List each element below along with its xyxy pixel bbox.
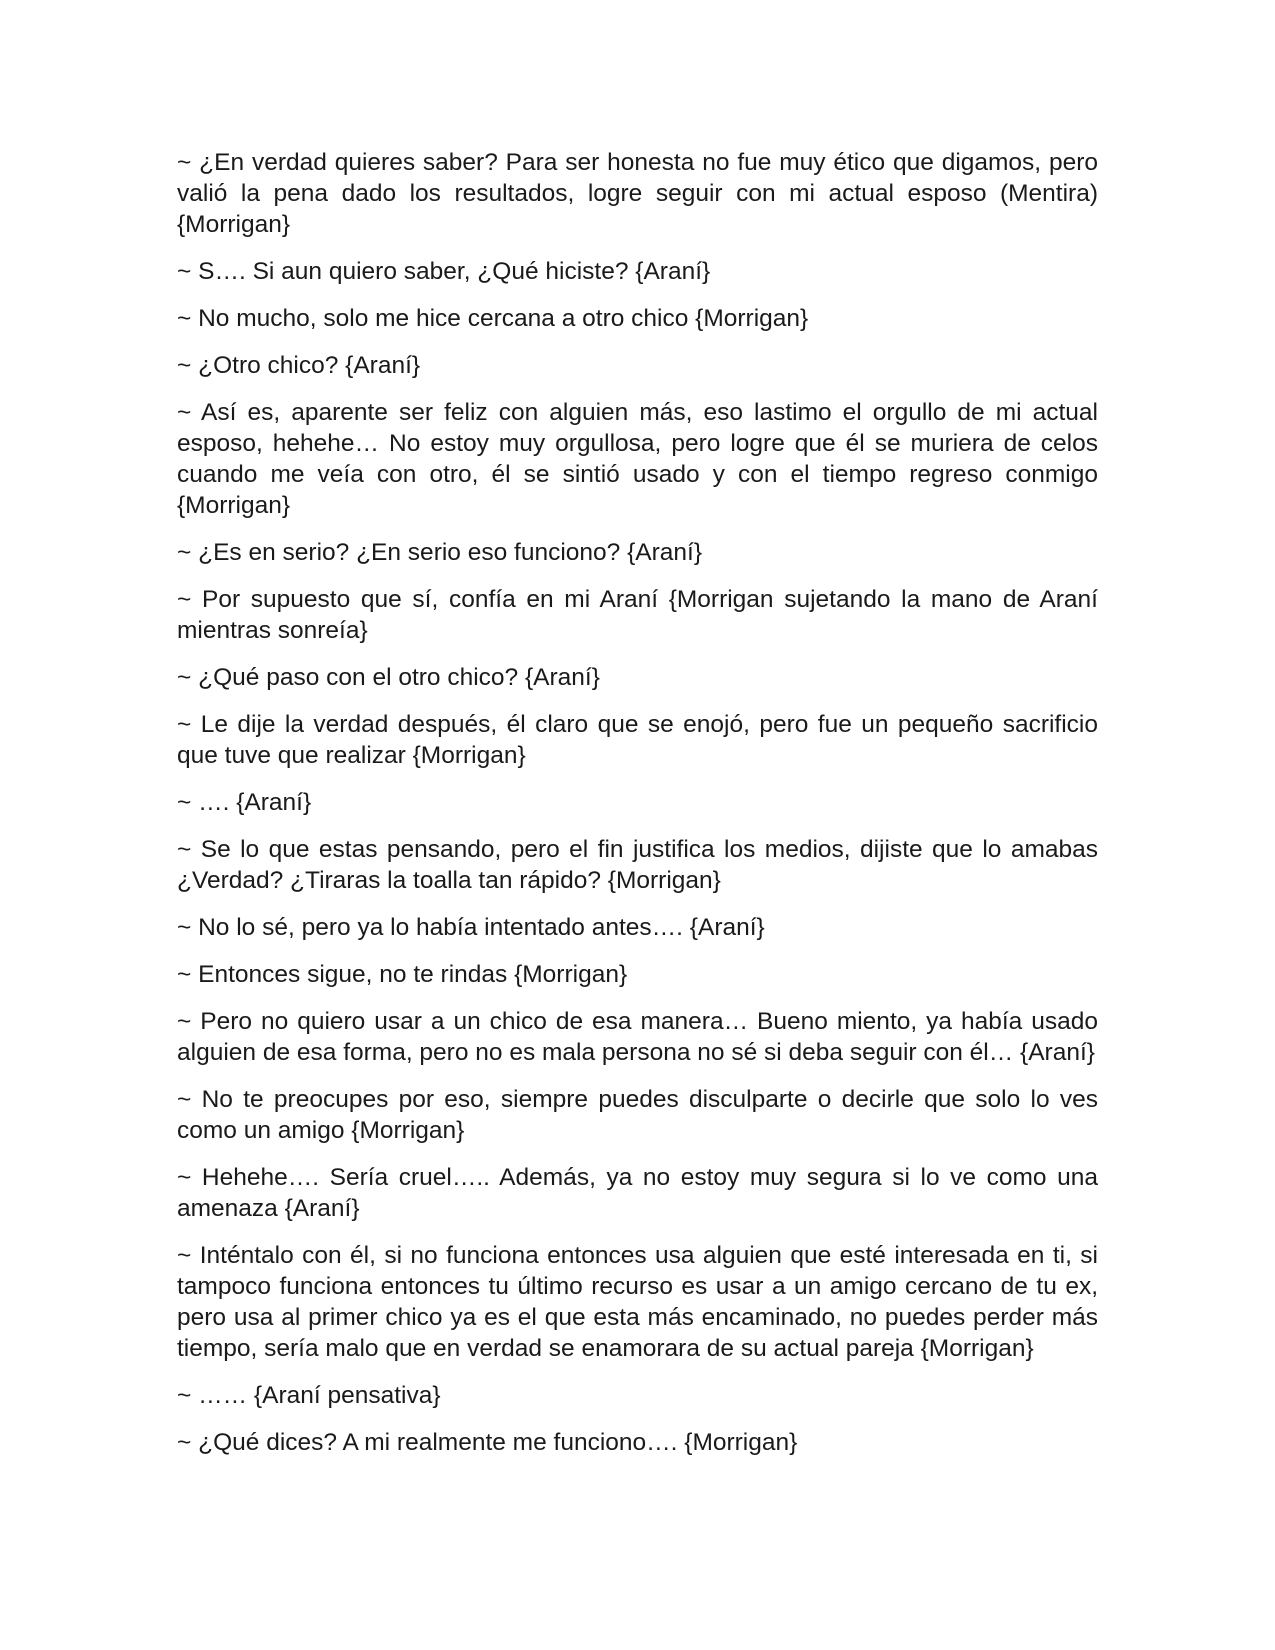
paragraph: ~ ¿Otro chico? {Araní} — [177, 352, 421, 379]
paragraph: ~ No te preocupes por eso, siempre puedes disculparte o decirle que solo lo ves como un amigo {Morrigan} — [177, 1086, 1098, 1144]
paragraph: ~ …… {Araní pensativa} — [177, 1382, 441, 1409]
paragraph: ~ No mucho, solo me hice cercana a otro chico {Morrigan} — [177, 305, 809, 332]
paragraph: ~ Por supuesto que sí, confía en mi Araní {Morrigan sujetando la mano de Araní mientras sonreía} — [177, 586, 1098, 644]
paragraph: ~ …. {Araní} — [177, 789, 312, 816]
paragraph: ~ Así es, aparente ser feliz con alguien más, eso lastimo el orgullo de mi actual esposo, hehehe… No estoy muy orgullosa, pero logre que él se muriera de celos cuando me veía con otro, él se sintió usado y con el tiempo regreso conmigo {Morrigan} — [177, 399, 1098, 519]
paragraph: ~ ¿Qué dices? A mi realmente me funciono…. {Morrigan} — [177, 1429, 798, 1456]
paragraph: ~ Inténtalo con él, si no funciona entonces usa alguien que esté interesada en ti, si tampoco funciona entonces tu último recurso es usar a un amigo cercano de tu ex, pero usa al primer chico ya es el que esta más encaminado, no puedes perder más tiempo, sería malo que en verdad se enamorara de su actual pareja {Morrigan} — [177, 1242, 1098, 1362]
paragraph: ~ Le dije la verdad después, él claro que se enojó, pero fue un pequeño sacrificio que tuve que realizar {Morrigan} — [177, 711, 1098, 769]
paragraph: ~ ¿Es en serio? ¿En serio eso funciono? {Araní} — [177, 539, 703, 566]
paragraph: ~ S…. Si aun quiero saber, ¿Qué hiciste? {Araní} — [177, 258, 711, 285]
paragraph: ~ ¿Qué paso con el otro chico? {Araní} — [177, 664, 600, 691]
paragraph: ~ No lo sé, pero ya lo había intentado antes…. {Araní} — [177, 914, 765, 941]
paragraph: ~ Pero no quiero usar a un chico de esa manera… Bueno miento, ya había usado alguien de esa forma, pero no es mala persona no sé si deba seguir con él… {Araní} — [177, 1008, 1098, 1066]
dialogue-text — [177, 147, 1098, 1474]
paragraph: ~ Se lo que estas pensando, pero el fin justifica los medios, dijiste que lo amabas ¿Verdad? ¿Tiraras la toalla tan rápido? {Morrigan} — [177, 836, 1098, 894]
paragraph: ~ Entonces sigue, no te rindas {Morrigan} — [177, 961, 628, 988]
paragraph: ~ Hehehe…. Sería cruel….. Además, ya no estoy muy segura si lo ve como una amenaza {Araní} — [177, 1164, 1098, 1222]
paragraph: ~ ¿En verdad quieres saber? Para ser honesta no fue muy ético que digamos, pero valió la pena dado los resultados, logre seguir con mi actual esposo (Mentira) {Morrigan} — [177, 149, 1098, 238]
